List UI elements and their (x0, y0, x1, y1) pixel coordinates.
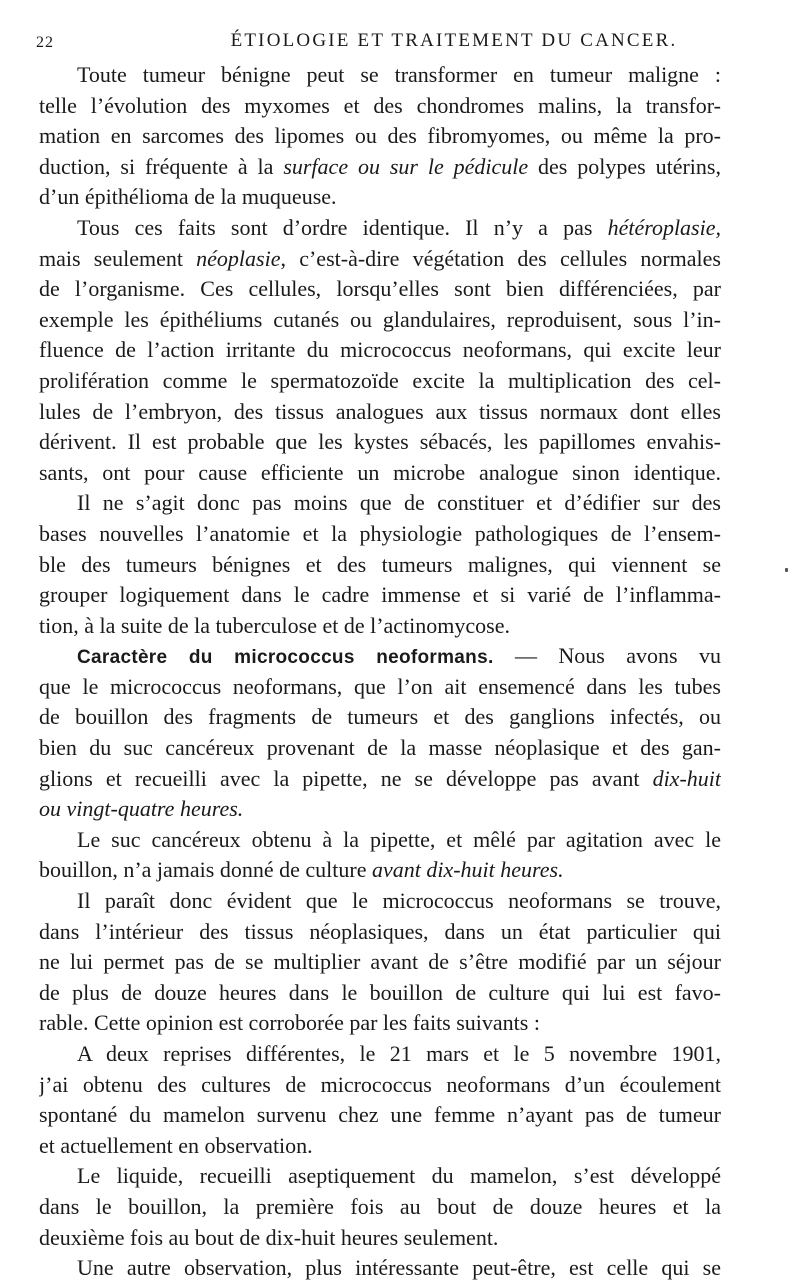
italic-text: avant dix-huit heures. (371, 857, 564, 883)
body-text (39, 60, 721, 1284)
text-run: Le suc cancéreux obtenu à la pipette, et mêlé par agitation avec le (77, 826, 721, 852)
margin-mark (785, 568, 788, 572)
text-line (39, 1100, 721, 1131)
text-line (39, 1131, 721, 1162)
page-number: 22 (36, 34, 54, 51)
text-line (39, 1161, 721, 1192)
italic-text: ou vingt-quatre heures. (39, 796, 244, 822)
text-line (39, 366, 721, 397)
italic-text: néoplasie (196, 245, 281, 271)
text-line (39, 886, 721, 917)
text-line (39, 488, 721, 519)
text-line (39, 825, 721, 856)
text-line (39, 917, 721, 948)
text-run: bien du suc cancéreux provenant de la masse néoplasique et des gan- (39, 735, 721, 761)
text-line (39, 91, 721, 122)
text-line (39, 947, 721, 978)
text-run: bouillon, n’a jamais donné de culture (39, 857, 372, 883)
text-line (39, 60, 721, 91)
text-line (39, 672, 721, 703)
text-run: d’un épithélioma de la muqueuse. (39, 184, 337, 210)
text-run: de plus de douze heures dans le bouillon de culture qui lui est favo- (39, 979, 721, 1005)
text-line (39, 182, 721, 213)
text-run: duction, si fréquente à la (39, 153, 284, 179)
text-run: Tous ces faits sont d’ordre identique. Il n’y a pas (77, 214, 608, 240)
text-line (39, 335, 721, 366)
text-line (39, 397, 721, 428)
text-run: lules de l’embryon, des tissus analogues aux tissus normaux dont elles (39, 398, 721, 424)
italic-text: dix-huit (652, 765, 721, 791)
text-run: que le micrococcus neoformans, que l’on ait ensemencé dans les tubes (39, 673, 721, 699)
text-line (39, 641, 721, 672)
text-line (39, 855, 721, 886)
text-run: de l’organisme. Ces cellules, lorsqu’elles sont bien différenciées, par (39, 276, 721, 302)
text-run: telle l’évolution des myxomes et des chondromes malins, la transfor- (39, 92, 721, 118)
text-run: deuxième fois au bout de dix-huit heures seulement. (39, 1224, 499, 1250)
text-run: glions et recueilli avec la pipette, ne se développe pas avant (39, 765, 653, 791)
text-line (39, 702, 721, 733)
text-run: j’ai obtenu des cultures de micrococcus neoformans d’un écoulement (39, 1071, 721, 1097)
text-run: prolifération comme le spermatozoïde excite la multiplication des cel- (39, 367, 721, 393)
text-run: mation en sarcomes des lipomes ou des fibromyomes, ou même la pro- (39, 123, 721, 149)
text-line (39, 1008, 721, 1039)
text-line (39, 1039, 721, 1070)
text-run: sants, ont pour cause efficiente un microbe analogue sinon identique. (39, 459, 721, 485)
text-run: exemple les épithéliums cutanés ou glandulaires, reproduisent, sous l’in- (39, 306, 721, 332)
text-run: et actuellement en observation. (39, 1132, 313, 1158)
text-line (39, 978, 721, 1009)
text-line (39, 427, 721, 458)
text-run: spontané du mamelon survenu chez une femme n’ayant pas de tumeur (39, 1102, 721, 1128)
text-line (39, 519, 721, 550)
text-line (39, 305, 721, 336)
italic-text: surface ou sur le pédicule (283, 153, 529, 179)
text-line (39, 550, 721, 581)
text-line (39, 458, 721, 489)
text-line (39, 764, 721, 795)
page-header (36, 26, 752, 56)
text-run: dans le bouillon, la première fois au bout de douze heures et la (39, 1193, 721, 1219)
text-line (39, 152, 721, 183)
text-line (39, 611, 721, 642)
text-run: Une autre observation, plus intéressante peut-être, est celle qui se (77, 1255, 721, 1281)
text-run: rable. Cette opinion est corroborée par les faits suivants : (39, 1010, 540, 1036)
text-line (39, 1223, 721, 1254)
text-line (39, 794, 721, 825)
text-run: des polypes utérins, (528, 153, 721, 179)
text-line (39, 1070, 721, 1101)
text-run: Il paraît donc évident que le micrococcus neoformans se trouve, (77, 888, 721, 914)
text-run: tion, à la suite de la tuberculose et de l’actinomycose. (39, 612, 511, 638)
running-title: ÉTIOLOGIE ET TRAITEMENT DU CANCER. (230, 30, 678, 51)
text-line (39, 733, 721, 764)
text-run: dérivent. Il est probable que les kystes sébacés, les papillomes envahis- (39, 429, 721, 455)
text-run: de bouillon des fragments de tumeurs et des ganglions infectés, ou (39, 704, 721, 730)
text-line (39, 1253, 721, 1284)
text-line (39, 1192, 721, 1223)
text-run: — Nous avons vu (493, 643, 721, 669)
text-run: dans l’intérieur des tissus néoplasiques, dans un état particulier qui (39, 918, 721, 944)
text-run: mais seulement (39, 245, 197, 271)
text-line (39, 213, 721, 244)
text-line (39, 274, 721, 305)
section-heading: Caractère du micrococcus neoformans. (77, 647, 494, 669)
text-run: bases nouvelles l’anatomie et la physiologie pathologiques de l’ensem- (39, 520, 721, 546)
text-run: grouper logiquement dans le cadre immense et si varié de l’inflamma- (39, 582, 721, 608)
text-line (39, 580, 721, 611)
text-run: , c’est-à-dire végétation des cellules normales (280, 245, 721, 271)
italic-text: hétéroplasie, (607, 214, 721, 240)
text-run: Il ne s’agit donc pas moins que de constituer et d’édifier sur des (77, 490, 721, 516)
text-run: ne lui permet pas de se multiplier avant de s’être modifié par un séjour (39, 949, 721, 975)
text-run: ble des tumeurs bénignes et des tumeurs malignes, qui viennent se (39, 551, 721, 577)
text-run: Le liquide, recueilli aseptiquement du mamelon, s’est développé (77, 1163, 721, 1189)
text-run: A deux reprises différentes, le 21 mars et le 5 novembre 1901, (77, 1041, 721, 1066)
text-line (39, 244, 721, 275)
text-run: Toute tumeur bénigne peut se transformer en tumeur maligne : (77, 62, 721, 87)
text-run: fluence de l’action irritante du micrococcus neoformans, qui excite leur (39, 337, 721, 363)
text-line (39, 121, 721, 152)
